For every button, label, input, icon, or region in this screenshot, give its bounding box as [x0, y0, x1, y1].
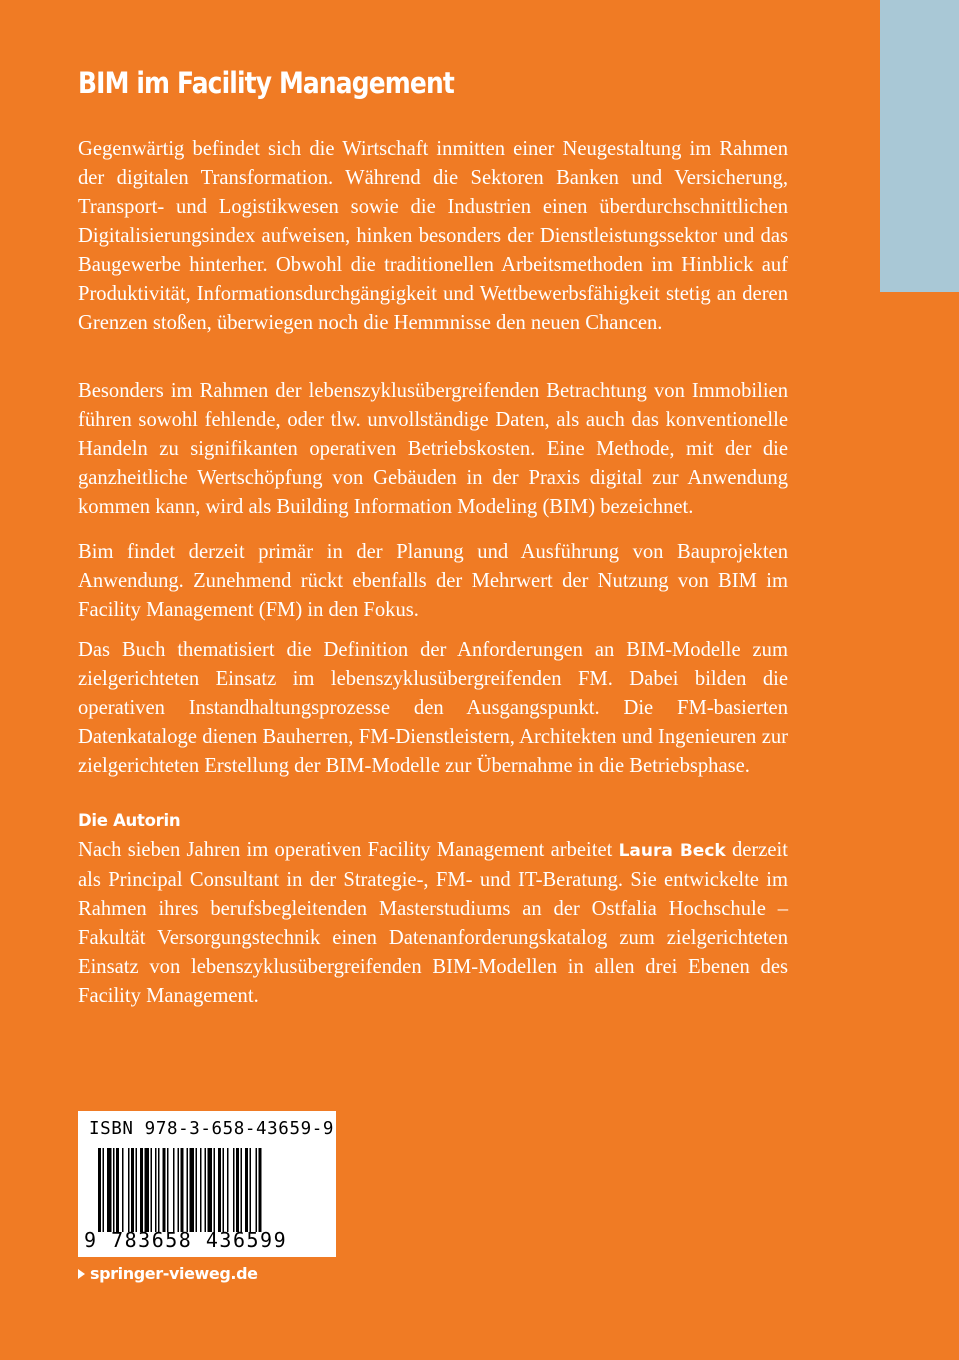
- author-name: Laura Beck: [618, 841, 726, 861]
- barcode-bar: [236, 1148, 239, 1232]
- barcode-bar: [167, 1148, 169, 1232]
- barcode-bar: [223, 1148, 225, 1232]
- barcode-bar: [187, 1148, 189, 1232]
- barcode-bar: [103, 1148, 105, 1232]
- barcode-bar: [181, 1148, 184, 1232]
- barcode-digits: 9 783658 436599: [84, 1228, 288, 1252]
- barcode-bar: [136, 1148, 138, 1232]
- barcode-bar: [163, 1148, 166, 1232]
- author-bio-intro: Nach sieben Jahren im operativen Facility Management arbeitet: [78, 839, 619, 861]
- author-bio-rest: derzeit als Principal Consultant in der Strategie-, FM- und IT-Beratung. Sie entwickelte im Rahmen ihres berufsbegleitenden Masterstudiums an der Ostfalia Hochschule – Fakultät Versorgungstechnik einen Datenanforderungskatalog zum zielgerichteten Einsatz von lebenszyklusübergreifenden BIM-Modellen in allen drei Ebenen des Facility Management.: [78, 839, 788, 1007]
- barcode-bar: [259, 1148, 262, 1232]
- blurb-paragraph-1: Gegenwärtig befindet sich die Wirtschaft inmitten einer Neugestaltung im Rahmen der digitalen Transformation. Während die Sektoren Banken und Versicherung, Transport- und Logistikwesen sowie die Industrien einen überdurchschnittlichen Digitalisierungsindex aufweisen, hinken besonders der Dienstleistungssektor und das Baugewerbe hinterher. Obwohl die traditionellen Arbeitsmethoden im Hinblick auf Produktivität, Informationsdurchgängigkeit und Wettbewerbsfähigkeit stetig an deren Grenzen stoßen, überwiegen noch die Hemmnisse den neuen Chancen.: [78, 138, 788, 334]
- barcode-bar: [205, 1148, 207, 1232]
- barcode-bar: [113, 1148, 115, 1232]
- barcode-bar: [196, 1148, 198, 1232]
- barcode-bar: [218, 1148, 221, 1232]
- barcode-bar: [128, 1148, 130, 1232]
- book-title: BIM im Facility Management: [78, 66, 454, 100]
- barcode-bar: [245, 1148, 248, 1232]
- barcode-bar: [178, 1148, 180, 1232]
- arrow-right-icon: [78, 1269, 85, 1279]
- barcode-bar: [208, 1148, 213, 1232]
- barcode-bar: [250, 1148, 252, 1232]
- barcode-bar: [200, 1148, 202, 1232]
- barcode-bar: [122, 1148, 124, 1232]
- barcode-bar: [116, 1148, 119, 1232]
- isbn-barcode: [78, 1111, 336, 1257]
- barcode-bar: [158, 1148, 160, 1232]
- author-heading: Die Autorin: [78, 811, 181, 830]
- barcode-bar: [241, 1148, 243, 1232]
- barcode-bar: [233, 1148, 235, 1232]
- blurb-paragraph-2: Besonders im Rahmen der lebenszyklusübergreifenden Betrachtung von Immobilien führen sowohl fehlende, oder tlw. unvollständige Daten, als auch das konventionelle Handeln zu signifikanten operativen Betriebskosten. Eine Methode, mit der die ganzheitliche Wertschöpfung von Gebäuden in der Praxis digital zur Anwendung kommen kann, wird als Building Information Modeling (BIM) bezeichnet.: [78, 380, 788, 518]
- blurb-paragraph-3: Bim findet derzeit primär in der Planung und Ausführung von Bauprojekten Anwendung. Zunehmend rückt ebenfalls der Mehrwert der Nutzung von BIM im Facility Management (FM) in den Fokus.: [78, 541, 788, 621]
- publisher-link-text: springer-vieweg.de: [90, 1264, 258, 1283]
- barcode-bar: [173, 1148, 175, 1232]
- barcode-bar: [227, 1148, 229, 1232]
- author-bio: [78, 836, 788, 1011]
- barcode-bar: [98, 1148, 101, 1232]
- blurb-paragraph-4: Das Buch thematisiert die Definition der Anforderungen an BIM-Modelle zum zielgerichteten Einsatz im lebenszyklusübergreifenden FM. Dabei bilden die operativen Instandhaltungsprozesse den Ausgangspunkt. Die FM-basierten Datenkataloge dienen Bauherren, FM-Dienstleistern, Architekten und Ingenieuren zur zielgerichteten Erstellung der BIM-Modelle zur Übernahme in die Betriebsphase.: [78, 639, 788, 777]
- publisher-link[interactable]: [78, 1264, 258, 1283]
- barcode-graphic: [98, 1148, 316, 1232]
- barcode-bar: [145, 1148, 150, 1232]
- barcode-bar: [107, 1148, 112, 1232]
- barcode-bar: [155, 1148, 157, 1232]
- color-strip: [880, 0, 959, 292]
- barcode-bar: [256, 1148, 258, 1232]
- isbn-label: ISBN 978-3-658-43659-9: [89, 1119, 334, 1139]
- barcode-bar: [151, 1148, 153, 1232]
- barcode-bar: [190, 1148, 195, 1232]
- barcode-bar: [131, 1148, 134, 1232]
- barcode-bar: [214, 1148, 216, 1232]
- barcode-bar: [140, 1148, 143, 1232]
